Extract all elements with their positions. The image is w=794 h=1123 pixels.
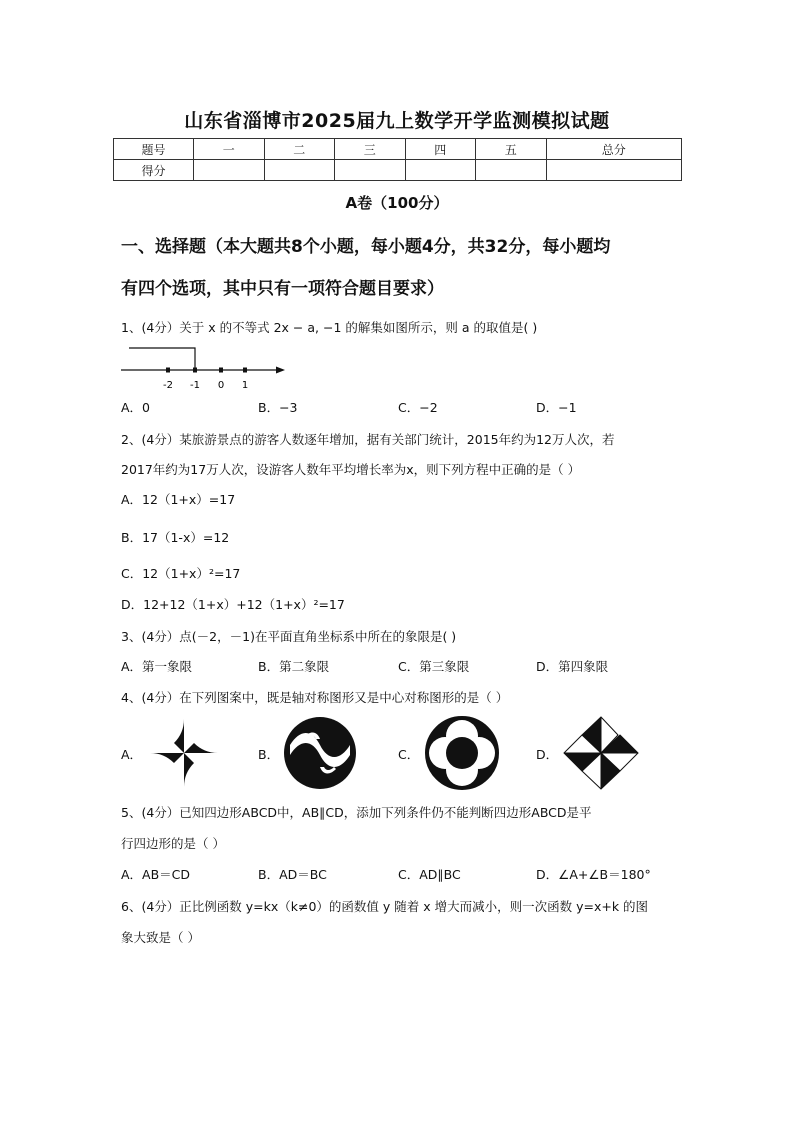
question-2-line2: 2017年约为17万人次，设游客人数年平均增长率为x，则下列方程中正确的是（ ）: [121, 462, 581, 477]
pinwheel-blade: [184, 753, 194, 787]
table-row: [114, 160, 682, 181]
tick-label: 1: [241, 380, 249, 391]
q4-label-a: A．: [121, 747, 143, 762]
question-4-text: 4、(4分）在下列图案中，既是轴对称图形又是中心对称图形的是（ ）: [121, 690, 509, 705]
number-line-arrow: [276, 367, 285, 374]
score-input-cell: [194, 160, 265, 181]
q2-option-a: A．12（1+x）=17: [121, 492, 236, 507]
number-line-figure: [119, 344, 291, 394]
q2-option-b: B．17（1-x）=12: [121, 530, 230, 545]
score-input-cell: [476, 160, 547, 181]
question-5-line2: 行四边形的是（ ）: [121, 836, 225, 851]
q1-option-c: C．−2: [398, 400, 438, 415]
q1-option-a: A．0: [121, 400, 151, 415]
q1-option-d: D．−1: [536, 400, 577, 415]
figure-c-four-petals: [424, 715, 500, 791]
score-table: [113, 138, 682, 181]
part1-heading-line2: 有四个选项，其中只有一项符合题目要求）: [121, 279, 444, 299]
score-input-cell: [264, 160, 335, 181]
table-cell: 得分: [114, 160, 194, 181]
q5-option-d: D．∠A+∠B＝180°: [536, 867, 651, 882]
figure-a-pinwheel: [146, 715, 222, 791]
table-cell: 五: [476, 139, 547, 160]
score-input-cell: [335, 160, 406, 181]
q1-option-b: B．−3: [258, 400, 298, 415]
q5-option-a: A．AB＝CD: [121, 867, 191, 882]
petal-overlap: [446, 737, 478, 769]
pinwheel-blade: [150, 753, 184, 763]
q5-option-c: C．AD∥BC: [398, 867, 461, 882]
tick-label: -1: [190, 380, 200, 391]
table-cell: 二: [264, 139, 335, 160]
page-title: 山东省淄博市2025届九上数学开学监测模拟试题: [184, 110, 610, 132]
question-1-text: 1、(4分）关于 x 的不等式 2x − a, −1 的解集如图所示，则 a 的取值是( ): [121, 320, 538, 335]
figure-d-triangle-pinwheel: [560, 713, 642, 793]
part1-heading-line1: 一、选择题（本大题共8个小题，每小题4分，共32分，每小题均: [121, 237, 611, 257]
tick-mark: [193, 368, 197, 373]
score-input-cell: [546, 160, 682, 181]
question-6-line2: 象大致是（ ）: [121, 930, 200, 945]
q2-option-c: C．12（1+x）²=17: [121, 566, 241, 581]
solution-set-bracket: [129, 348, 195, 370]
table-cell: 一: [194, 139, 265, 160]
pinwheel-blade: [184, 743, 218, 753]
tick-label: -2: [163, 380, 173, 391]
figure-b-circle-waves: [282, 715, 358, 791]
tick-mark: [219, 368, 223, 373]
q3-option-b: B．第二象限: [258, 659, 330, 674]
question-5-line1: 5、(4分）已知四边形ABCD中，AB∥CD，添加下列条件仍不能判断四边形ABCD是平: [121, 805, 592, 820]
table-cell: 四: [405, 139, 476, 160]
section-a-heading: A卷（100分）: [345, 194, 449, 212]
q4-label-d: D．: [536, 747, 559, 762]
tick-mark: [243, 368, 247, 373]
table-cell: 总分: [546, 139, 682, 160]
q4-label-c: C．: [398, 747, 420, 762]
pinwheel-blade: [174, 719, 184, 753]
q2-option-d: D．12+12（1+x）+12（1+x）²=17: [121, 597, 345, 612]
table-cell: 题号: [114, 139, 194, 160]
table-row: [114, 139, 682, 160]
score-input-cell: [405, 160, 476, 181]
question-2-line1: 2、(4分）某旅游景点的游客人数逐年增加，据有关部门统计，2015年约为12万人次，若: [121, 432, 615, 447]
question-6-line1: 6、(4分）正比例函数 y=kx（k≠0）的函数值 y 随着 x 增大而减小，则一次函数 y=x+k 的图: [121, 899, 649, 914]
q3-option-a: A．第一象限: [121, 659, 193, 674]
tick-mark: [166, 368, 170, 373]
question-3-text: 3、(4分）点(－2，－1)在平面直角坐标系中所在的象限是( ): [121, 629, 457, 644]
q3-option-d: D．第四象限: [536, 659, 609, 674]
q5-option-b: B．AD＝BC: [258, 867, 327, 882]
table-cell: 三: [335, 139, 406, 160]
q3-option-c: C．第三象限: [398, 659, 470, 674]
tick-label: 0: [217, 380, 225, 391]
q4-label-b: B．: [258, 747, 280, 762]
